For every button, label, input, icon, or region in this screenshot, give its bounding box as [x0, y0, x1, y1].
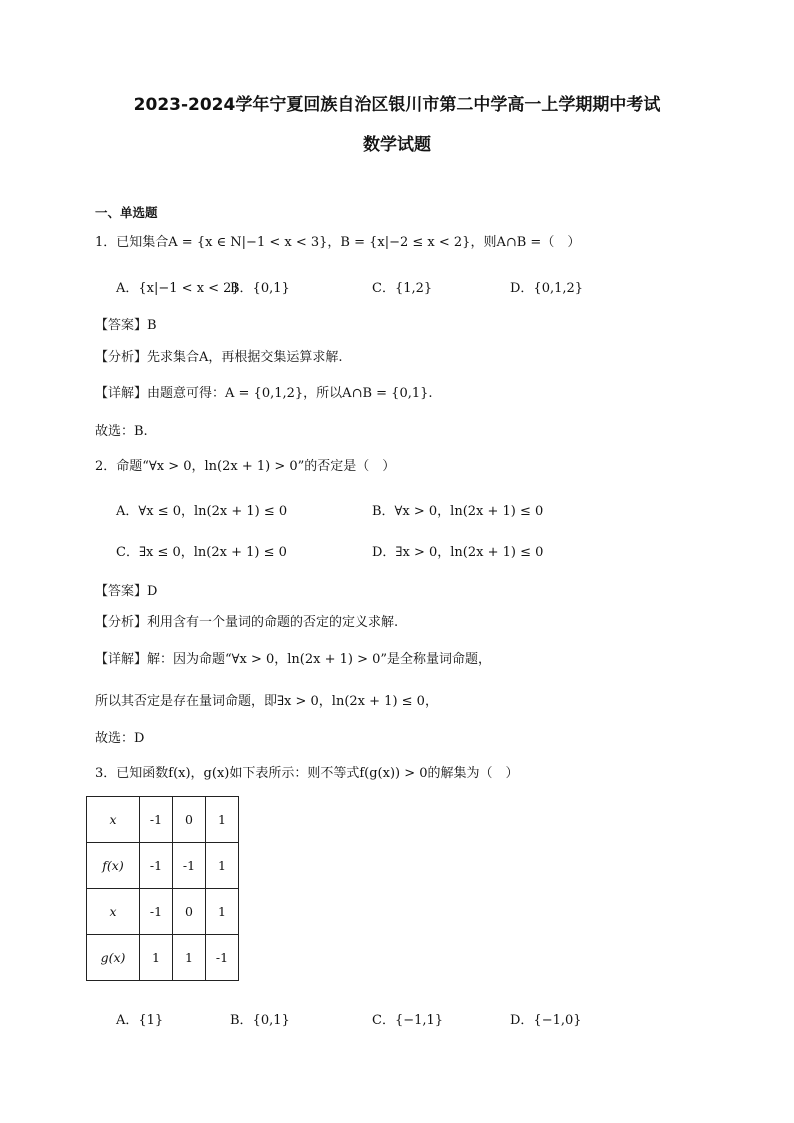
q1-stem: 1．已知集合A = {x ∈ N|−1 < x < 3}，B = {x|−2 ≤ x < 2}，则A∩B =（ ）: [95, 235, 581, 250]
table-cell: 1: [173, 935, 206, 981]
q2-choose: 故选：D: [95, 731, 145, 746]
q2-detail: 解：因为命题“∀x > 0，ln(2x + 1) > 0”是全称量词命题，: [147, 652, 492, 667]
table-cell: -1: [140, 797, 173, 843]
q3-option-d: D．{−1,0}: [510, 1013, 582, 1028]
q2-detail-continued: 所以其否定是存在量词命题，即∃x > 0，ln(2x + 1) ≤ 0，: [95, 694, 438, 709]
q2-analysis: 利用含有一个量词的命题的否定的定义求解.: [147, 615, 399, 630]
analysis-tag: 【分析】: [95, 615, 148, 630]
q1-detail-line: [95, 386, 433, 402]
table-cell: f(x): [87, 843, 140, 889]
q2-stem: 2．命题“∀x > 0，ln(2x + 1) > 0”的否定是（ ）: [95, 459, 396, 474]
table-cell: x: [87, 889, 140, 935]
q2-answer-line: [95, 584, 157, 600]
document-title: 2023-2024学年宁夏回族自治区银川市第二中学高一上学期期中考试: [133, 95, 661, 115]
q2-option-c: C．∃x ≤ 0，ln(2x + 1) ≤ 0: [116, 545, 287, 560]
q2-option-d: D．∃x > 0，ln(2x + 1) ≤ 0: [372, 545, 544, 560]
table-cell: 1: [140, 935, 173, 981]
table-cell: 1: [206, 797, 239, 843]
q2-option-a: A．∀x ≤ 0，ln(2x + 1) ≤ 0: [116, 504, 288, 519]
q3-option-b: B．{0,1}: [230, 1013, 290, 1028]
q1-analysis: 先求集合A，再根据交集运算求解.: [147, 350, 343, 365]
q3-option-a: A．{1}: [116, 1013, 164, 1028]
q1-option-d: D．{0,1,2}: [510, 281, 584, 296]
q1-detail: 由题意可得：A = {0,1,2}，所以A∩B = {0,1}.: [147, 386, 433, 401]
section-heading: 一、单选题: [95, 205, 158, 220]
table-cell: x: [87, 797, 140, 843]
table-row: [87, 797, 239, 843]
q1-analysis-line: [95, 350, 343, 366]
table-cell: -1: [206, 935, 239, 981]
answer-tag: 【答案】: [95, 318, 148, 333]
document-subtitle: 数学试题: [363, 135, 431, 155]
function-value-table: [86, 796, 239, 981]
detail-tag: 【详解】: [95, 652, 148, 667]
q3-option-c: C．{−1,1}: [372, 1013, 444, 1028]
q2-detail-line: [95, 652, 491, 668]
q2-analysis-line: [95, 615, 398, 631]
q1-option-c: C．{1,2}: [372, 281, 433, 296]
q1-option-a: A．{x|−1 < x < 2}: [116, 281, 240, 296]
table-cell: 1: [206, 889, 239, 935]
table-row: [87, 889, 239, 935]
table-cell: g(x): [87, 935, 140, 981]
table-cell: -1: [140, 843, 173, 889]
q2-option-b: B．∀x > 0，ln(2x + 1) ≤ 0: [372, 504, 544, 519]
table-row: [87, 935, 239, 981]
table-row: [87, 843, 239, 889]
q2-answer: D: [147, 584, 158, 599]
q1-option-b: B．{0,1}: [230, 281, 290, 296]
q1-answer-line: [95, 318, 157, 334]
q3-stem: 3．已知函数f(x)，g(x)如下表所示：则不等式f(g(x)) > 0的解集为（ ）: [95, 766, 519, 781]
analysis-tag: 【分析】: [95, 350, 148, 365]
table-cell: 0: [173, 797, 206, 843]
answer-tag: 【答案】: [95, 584, 148, 599]
table-cell: 0: [173, 889, 206, 935]
table-cell: -1: [173, 843, 206, 889]
detail-tag: 【详解】: [95, 386, 148, 401]
table-cell: -1: [140, 889, 173, 935]
q1-answer: B: [147, 318, 157, 333]
q1-choose: 故选：B.: [95, 424, 148, 439]
table-cell: 1: [206, 843, 239, 889]
